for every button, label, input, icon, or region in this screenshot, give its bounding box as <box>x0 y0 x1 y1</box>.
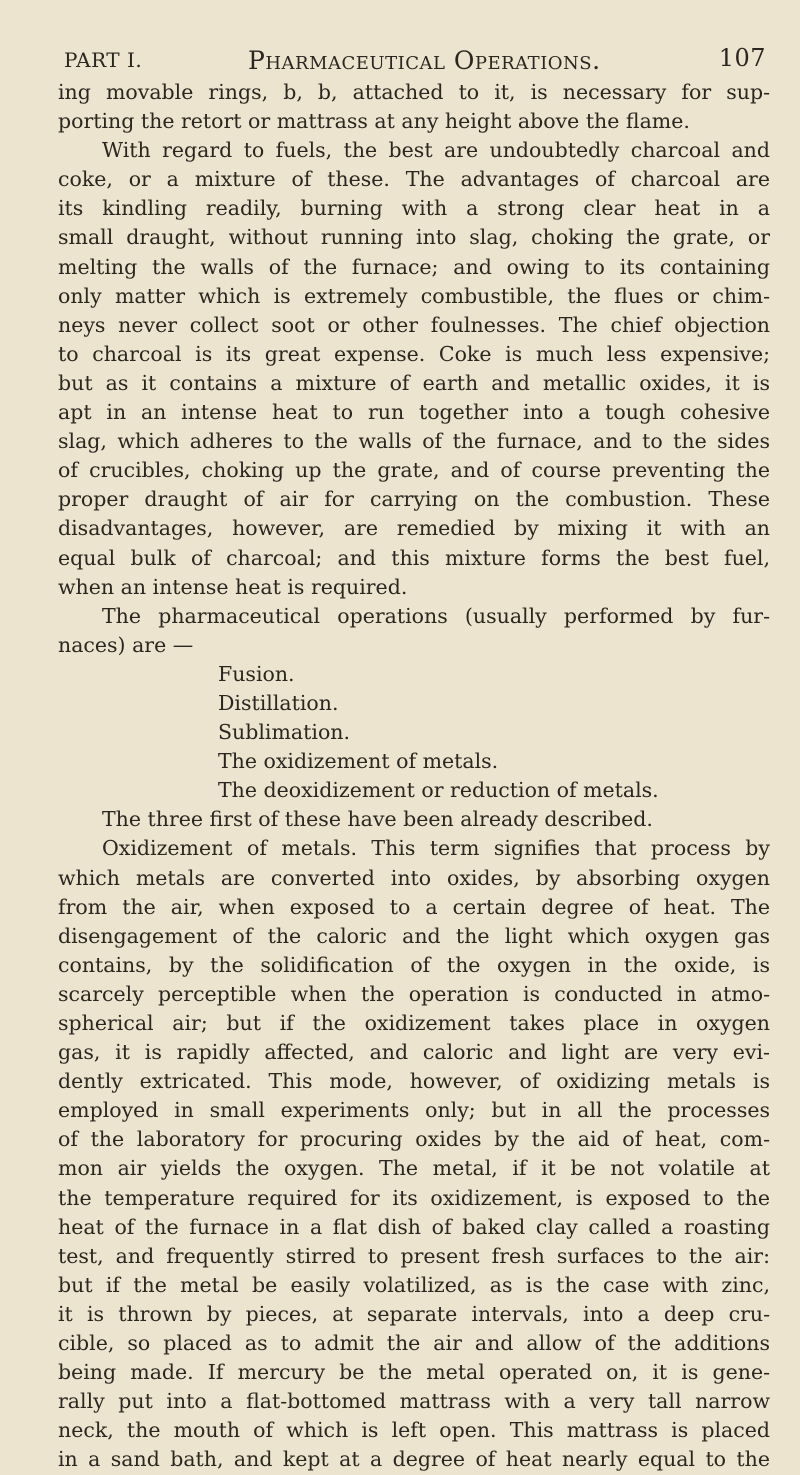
text-line: scarcely perceptible when the operation is conducted in atmo- <box>58 981 770 1006</box>
text-line: of crucibles, choking up the grate, and of course preventing the <box>58 458 770 483</box>
text-line: Sublimation. <box>218 720 350 745</box>
body-text <box>58 78 770 1475</box>
text-line: employed in small experiments only; but in all the processes <box>58 1098 770 1123</box>
text-line: equal bulk of charcoal; and this mixture forms the best fuel, <box>58 545 770 570</box>
text-line: which metals are converted into oxides, by absorbing oxygen <box>58 865 770 890</box>
text-line: heat of the furnace in a flat dish of baked clay called a roasting <box>58 1214 770 1239</box>
text-line: cible, so placed as to admit the air and allow of the additions <box>58 1331 770 1356</box>
text-line: small draught, without running into slag, choking the grate, or <box>58 225 770 250</box>
text-line: spherical air; but if the oxidizement takes place in oxygen <box>58 1011 770 1035</box>
text-line: mon air yields the oxygen. The metal, if it be not volatile at <box>58 1156 770 1181</box>
text-line: in a sand bath, and kept at a degree of heat nearly equal to the <box>58 1447 770 1472</box>
text-line: coke, or a mixture of these. The advantages of charcoal are <box>58 167 770 192</box>
text-line: ing movable rings, b, b, attached to it, is necessary for sup- <box>58 80 770 104</box>
text-line: With regard to fuels, the best are undoubtedly charcoal and <box>102 138 770 163</box>
text-line: being made. If mercury be the metal operated on, it is gene- <box>58 1360 770 1385</box>
text-line: neck, the mouth of which is left open. This mattrass is placed <box>58 1418 770 1443</box>
text-line: proper draught of air for carrying on the combustion. These <box>58 487 770 512</box>
running-title: Pharmaceutical Operations. <box>248 46 601 75</box>
text-line: slag, which adheres to the walls of the furnace, and to the sides <box>58 429 770 454</box>
text-line: naces) are — <box>58 632 194 657</box>
text-line: apt in an intense heat to run together into a tough cohesive <box>58 400 770 425</box>
part-label: PART I. <box>64 48 143 72</box>
text-line: when an intense heat is required. <box>58 574 408 599</box>
text-line: to charcoal is its great expense. Coke is much less expensive; <box>58 341 770 366</box>
text-line: disadvantages, however, are remedied by mixing it with an <box>58 516 770 541</box>
text-line: The oxidizement of metals. <box>218 749 499 774</box>
text-line: of the laboratory for procuring oxides by the aid of heat, com- <box>58 1127 770 1152</box>
text-line: gas, it is rapidly affected, and caloric and light are very evi- <box>58 1040 770 1065</box>
text-line: Oxidizement of metals. This term signifies that process by <box>102 836 770 861</box>
text-line: Distillation. <box>218 690 339 715</box>
text-line: disengagement of the caloric and the light which oxygen gas <box>58 923 770 948</box>
text-line: contains, by the solidification of the oxygen in the oxide, is <box>58 952 770 977</box>
page-number: 107 <box>718 44 766 72</box>
text-line: but as it contains a mixture of earth and metallic oxides, it is <box>58 370 770 395</box>
running-header <box>58 42 770 78</box>
text-line: melting the walls of the furnace; and owing to its containing <box>58 254 770 279</box>
text-line: porting the retort or mattrass at any height above the flame. <box>58 109 690 134</box>
text-line: The deoxidizement or reduction of metals. <box>218 778 659 803</box>
text-line: The three first of these have been already described. <box>102 807 653 832</box>
text-line: only matter which is extremely combustible, the flues or chim- <box>58 283 770 308</box>
text-line: Fusion. <box>218 661 295 686</box>
text-line: test, and frequently stirred to present fresh surfaces to the air: <box>58 1243 770 1268</box>
text-line: The pharmaceutical operations (usually performed by fur- <box>102 603 770 628</box>
text-line: it is thrown by pieces, at separate intervals, into a deep cru- <box>58 1301 770 1326</box>
text-line: dently extricated. This mode, however, of oxidizing metals is <box>58 1069 770 1094</box>
text-line: but if the metal be easily volatilized, as is the case with zinc, <box>58 1272 770 1297</box>
text-line: its kindling readily, burning with a strong clear heat in a <box>58 196 770 221</box>
text-line: neys never collect soot or other foulnesses. The chief objection <box>58 312 770 337</box>
text-line: from the air, when exposed to a certain degree of heat. The <box>58 894 770 919</box>
text-line: the temperature required for its oxidizement, is exposed to the <box>58 1185 770 1210</box>
text-line: rally put into a flat-bottomed mattrass with a very tall narrow <box>58 1389 770 1414</box>
